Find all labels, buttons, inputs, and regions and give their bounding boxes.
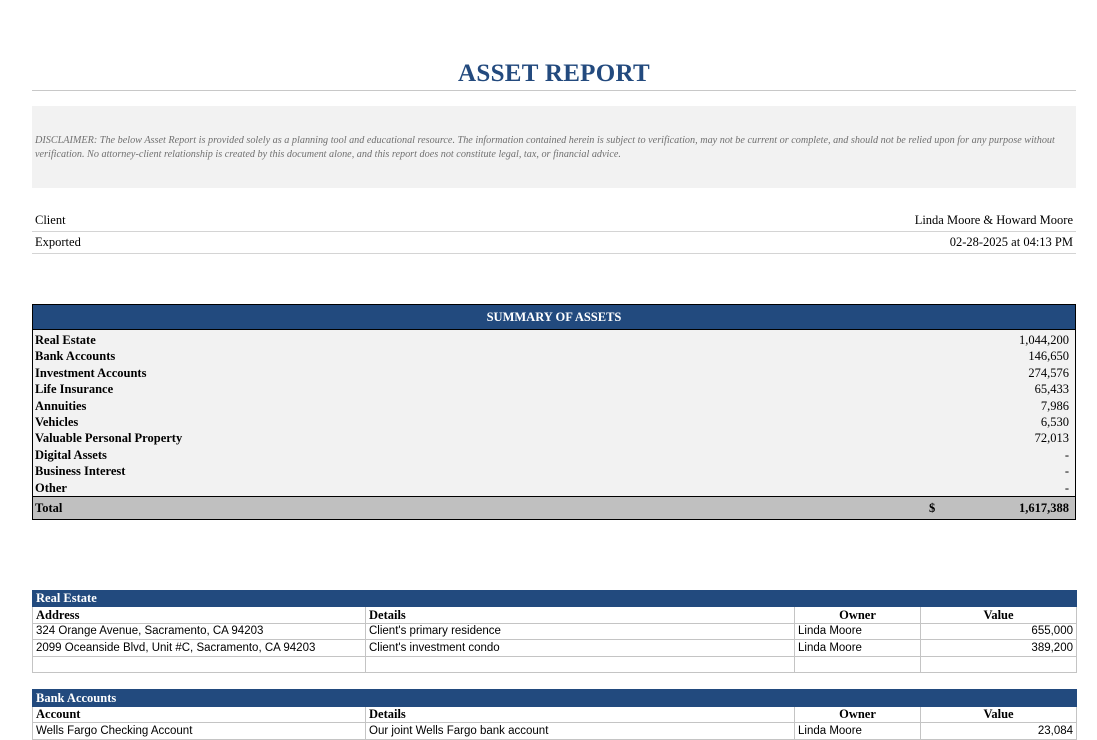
column-header-owner: Owner	[795, 607, 921, 624]
column-header-value: Value	[921, 706, 1077, 723]
owner-cell: Linda Moore	[795, 723, 921, 740]
column-header-owner: Owner	[795, 706, 921, 723]
column-header-value: Value	[921, 607, 1077, 624]
summary-row-vehicles	[33, 414, 1075, 430]
summary-value: 1,044,200	[1019, 333, 1069, 347]
summary-row-other	[33, 480, 1075, 496]
summary-row-valuable-personal-property	[33, 430, 1075, 446]
summary-value: -	[1064, 480, 1069, 495]
owner-cell: Linda Moore	[795, 640, 921, 657]
column-header-details: Details	[366, 607, 795, 624]
summary-label: Vehicles	[35, 414, 79, 429]
summary-value: 65,433	[1034, 382, 1069, 397]
client-label: Client	[32, 210, 282, 232]
summary-header: SUMMARY OF ASSETS	[33, 305, 1075, 330]
total-value: 1,617,388	[1019, 500, 1069, 515]
client-value: Linda Moore & Howard Moore	[282, 210, 1076, 232]
summary-value: -	[1064, 464, 1069, 479]
column-header-account: Account	[33, 706, 366, 723]
summary-value: 146,650	[1028, 349, 1069, 364]
column-header-address: Address	[33, 607, 366, 624]
summary-row-life-insurance	[33, 381, 1075, 397]
value-cell: 23,084	[921, 723, 1077, 740]
summary-value: 6,530	[1040, 414, 1069, 429]
empty-row	[33, 656, 1077, 673]
client-row	[32, 210, 1076, 232]
summary-row-real-estate	[33, 332, 1075, 348]
column-header-details: Details	[366, 706, 795, 723]
summary-label: Investment Accounts	[35, 365, 147, 380]
section-title: Bank Accounts	[33, 690, 1077, 707]
bank-accounts-table	[32, 689, 1077, 740]
details-cell: Our joint Wells Fargo bank account	[366, 723, 795, 740]
summary-value: 7,986	[1040, 398, 1069, 413]
value-cell: 655,000	[921, 623, 1077, 640]
owner-cell: Linda Moore	[795, 623, 921, 640]
summary-value: -	[1064, 447, 1069, 462]
summary-row-bank-accounts	[33, 348, 1075, 364]
summary-of-assets	[32, 304, 1076, 520]
empty-cell	[33, 656, 366, 673]
section-header-row	[33, 690, 1077, 707]
exported-row	[32, 232, 1076, 254]
column-header-row	[33, 706, 1077, 723]
exported-label: Exported	[32, 232, 282, 254]
title-divider	[32, 90, 1076, 91]
details-cell: Client's investment condo	[366, 640, 795, 657]
address-cell: 2099 Oceanside Blvd, Unit #C, Sacramento, CA 94203	[33, 640, 366, 657]
summary-value: 72,013	[1034, 431, 1069, 446]
summary-body	[33, 330, 1075, 496]
summary-label: Business Interest	[35, 464, 126, 479]
summary-row-digital-assets	[33, 447, 1075, 463]
section-title: Real Estate	[33, 590, 1077, 607]
summary-label: Annuities	[35, 398, 87, 413]
value-cell: 389,200	[921, 640, 1077, 657]
disclaimer-text: DISCLAIMER: The below Asset Report is provided solely as a planning tool and educational resource. The information contained herein is subject to verification, may not be current or complete, and should not be relied upon for any purpose without verification. No attorney-client relationship is created by this document alone, and this report does not constitute legal, tax, or financial advice.	[35, 135, 1055, 160]
summary-row-annuities	[33, 398, 1075, 414]
summary-label: Real Estate	[35, 333, 96, 347]
summary-row-investment-accounts	[33, 365, 1075, 381]
column-header-row	[33, 607, 1077, 624]
summary-label: Digital Assets	[35, 447, 107, 462]
total-currency: $	[929, 500, 936, 515]
summary-total-row	[33, 496, 1075, 519]
summary-row-business-interest	[33, 463, 1075, 479]
summary-label: Bank Accounts	[35, 349, 116, 364]
section-header-row	[33, 590, 1077, 607]
report-title: ASSET REPORT	[458, 60, 650, 87]
client-info-table	[32, 210, 1076, 254]
empty-cell	[366, 656, 795, 673]
summary-label: Other	[35, 480, 67, 495]
summary-label: Life Insurance	[35, 382, 114, 397]
address-cell: 324 Orange Avenue, Sacramento, CA 94203	[33, 623, 366, 640]
table-row	[33, 623, 1077, 640]
disclaimer-box	[32, 106, 1076, 188]
empty-cell	[795, 656, 921, 673]
summary-value: 274,576	[1028, 365, 1069, 380]
empty-cell	[921, 656, 1077, 673]
asset-report-page	[32, 0, 1076, 740]
details-cell: Client's primary residence	[366, 623, 795, 640]
summary-label: Valuable Personal Property	[35, 431, 183, 446]
total-label: Total	[35, 500, 63, 515]
exported-value: 02-28-2025 at 04:13 PM	[282, 232, 1076, 254]
account-cell: Wells Fargo Checking Account	[33, 723, 366, 740]
table-row	[33, 640, 1077, 657]
real-estate-table	[32, 590, 1077, 674]
